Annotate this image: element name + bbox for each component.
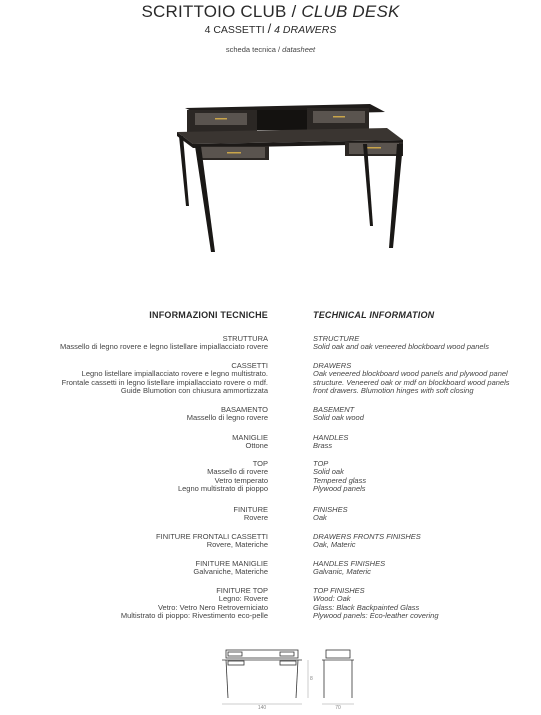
spec-en-top: TOP Solid oak Tempered glass Plywood panels xyxy=(313,459,367,494)
depth-dimension-label: 70 xyxy=(335,705,341,710)
sheet-italian: scheda tecnica / xyxy=(225,45,281,54)
spec-it-drawer-fronts-finishes: FINITURE FRONTALI CASSETTI Rovere, Materiche xyxy=(156,532,268,550)
spec-it-handles: MANIGLIE Ottone xyxy=(232,433,268,451)
spec-it-top-finishes: FINITURE TOP Legno: Rovere Vetro: Vetro Nero Retroverniciato Multistrato di pioppo: Rivestimento eco-pelle xyxy=(120,586,268,621)
title-italian: SCRITTOIO CLUB / xyxy=(141,2,297,21)
handle-icon xyxy=(227,152,241,154)
spec-en-top-finishes: TOP FINISHES Wood: Oak Glass: Black Backpainted Glass Plywood panels: Eco-leather covering xyxy=(313,586,439,621)
spec-it-handles-finishes: FINITURE MANIGLIE Galvaniche, Materiche xyxy=(193,559,268,577)
spec-en-drawer-fronts-finishes: DRAWERS FRONTS FINISHES Oak, Materic xyxy=(313,532,421,550)
handle-icon xyxy=(367,147,381,149)
spec-it-structure: STRUTTURA Massello di legno rovere e legno listellare impiallacciato rovere xyxy=(59,334,268,352)
spec-en-handles: HANDLES Brass xyxy=(313,433,349,451)
datasheet-label xyxy=(0,45,541,54)
handle-icon xyxy=(333,116,345,118)
title-english: CLUB DESK xyxy=(301,2,400,21)
spec-it-basement: BASAMENTO Massello di legno rovere xyxy=(186,405,268,423)
handle-icon xyxy=(215,118,227,120)
spec-it-drawers: CASSETTI Legno listellare impiallacciato rovere e legno multistrato. Frontale cassetti in legno listellare impiallacciato rovere o mdf. Guide Blumotion con chiusura ammortizzata xyxy=(61,361,268,396)
spec-en-basement: BASEMENT Solid oak wood xyxy=(313,405,364,423)
height-dimension-label: 8 xyxy=(310,676,313,682)
subtitle-english: 4 DRAWERS xyxy=(274,24,337,36)
subtitle-italian: 4 CASSETTI xyxy=(204,24,265,36)
technical-drawing xyxy=(220,646,360,710)
heading-technical-info-english: TECHNICAL INFORMATION xyxy=(313,310,435,320)
spec-en-drawers: DRAWERS Oak veneered blockboard wood panels and plywood panel structure. Veneered oak or mdf on blockboard wood panels front drawers. Blumotion hinges with soft closing xyxy=(313,361,510,396)
spec-it-top: TOP Massello di rovere Vetro temperato Legno multistrato di pioppo xyxy=(177,459,268,494)
spec-en-finishes: FINISHES Oak xyxy=(313,505,348,523)
width-dimension-label: 140 xyxy=(257,705,267,710)
page-title xyxy=(0,2,541,22)
page-subtitle xyxy=(0,21,541,36)
heading-technical-info-italian: INFORMAZIONI TECNICHE xyxy=(149,310,268,320)
sheet-english: datasheet xyxy=(282,45,316,54)
subtitle-separator: / xyxy=(267,21,272,36)
desk-product-image xyxy=(175,96,405,258)
spec-it-finishes: FINITURE Rovere xyxy=(233,505,268,523)
spec-en-handles-finishes: HANDLES FINISHES Galvanic, Materic xyxy=(313,559,386,577)
spec-en-structure: STRUCTURE Solid oak and oak veneered blockboard wood panels xyxy=(313,334,489,352)
